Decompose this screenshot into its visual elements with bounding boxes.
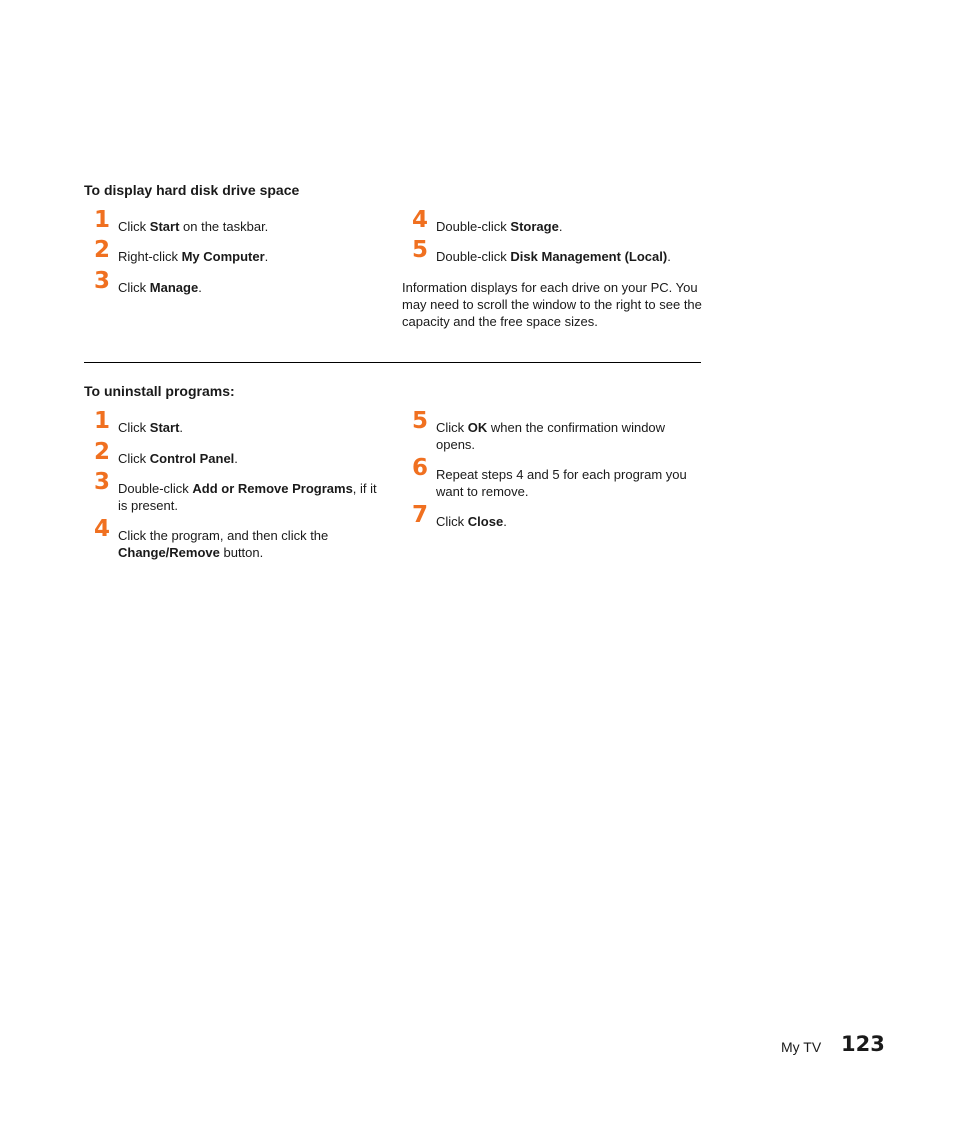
step-number: 1	[94, 408, 111, 434]
step-item	[412, 408, 686, 453]
step-item	[412, 455, 701, 500]
step-text: .	[198, 280, 202, 295]
step-text: Click	[118, 219, 150, 234]
step-text: Click	[118, 420, 150, 435]
step-bold-text: Manage	[149, 280, 199, 295]
step-text: on the taskbar.	[179, 219, 269, 234]
step-bold-text: Storage	[510, 219, 559, 234]
step-item	[94, 237, 408, 265]
step-text: .	[234, 451, 238, 466]
step-number: 2	[94, 439, 111, 465]
step-text: Right-click	[118, 249, 182, 264]
step-text: .	[503, 514, 507, 529]
step-bold-text: Start	[149, 219, 180, 234]
step-item	[94, 268, 408, 296]
step-number: 1	[94, 207, 111, 233]
step-text: Click the program, and then click the	[118, 528, 329, 543]
step-item	[94, 207, 408, 235]
step-text: .	[264, 249, 269, 264]
step-number: 7	[412, 502, 429, 528]
step-text: .	[179, 420, 184, 435]
page-number: 123	[841, 1032, 885, 1056]
step-text: Click	[436, 514, 468, 529]
footer-chapter-label: My TV	[781, 1039, 822, 1055]
step-text: Click	[436, 420, 468, 435]
step-text: Repeat steps 4 and 5 for each program you want to remove.	[436, 467, 687, 499]
step-item	[94, 469, 383, 514]
step-item	[412, 502, 726, 530]
step-number: 3	[94, 469, 111, 495]
step-text: .	[667, 249, 671, 264]
section-divider	[84, 362, 701, 363]
step-text: Click	[118, 280, 150, 295]
step-bold-text: Add or Remove Programs	[192, 481, 353, 496]
info-paragraph: Information displays for each drive on your PC. You may need to scroll the window to the right to see the capacity and the free space sizes.	[402, 280, 702, 329]
step-bold-text: Change/Remove	[118, 545, 220, 560]
step-bold-text: Control Panel	[149, 451, 235, 466]
step-bold-text: Start	[149, 420, 180, 435]
step-number: 4	[94, 516, 111, 542]
step-text: when the confirmation window opens.	[436, 420, 666, 452]
step-text: .	[558, 219, 563, 234]
step-number: 2	[94, 237, 111, 263]
step-number: 4	[412, 207, 429, 233]
step-number: 5	[412, 408, 429, 434]
step-text: , if it is present.	[118, 481, 377, 513]
step-text: button.	[219, 545, 264, 560]
step-item	[94, 408, 408, 436]
step-bold-text: OK	[467, 420, 488, 435]
step-text: Click	[118, 451, 150, 466]
step-number: 5	[412, 237, 429, 263]
step-number: 3	[94, 268, 111, 294]
step-bold-text: My Computer	[181, 249, 265, 264]
step-text: Double-click	[436, 249, 511, 264]
step-bold-text: Close	[467, 514, 504, 529]
step-item	[412, 237, 726, 265]
section-heading-disk-space: To display hard disk drive space	[84, 182, 300, 198]
step-item	[94, 439, 408, 467]
step-text: Double-click	[118, 481, 193, 496]
section-heading-uninstall: To uninstall programs:	[84, 383, 235, 399]
step-text: Double-click	[436, 219, 511, 234]
step-item	[94, 516, 343, 561]
step-item	[412, 207, 726, 235]
step-bold-text: Disk Management (Local)	[510, 249, 668, 264]
step-number: 6	[412, 455, 429, 481]
